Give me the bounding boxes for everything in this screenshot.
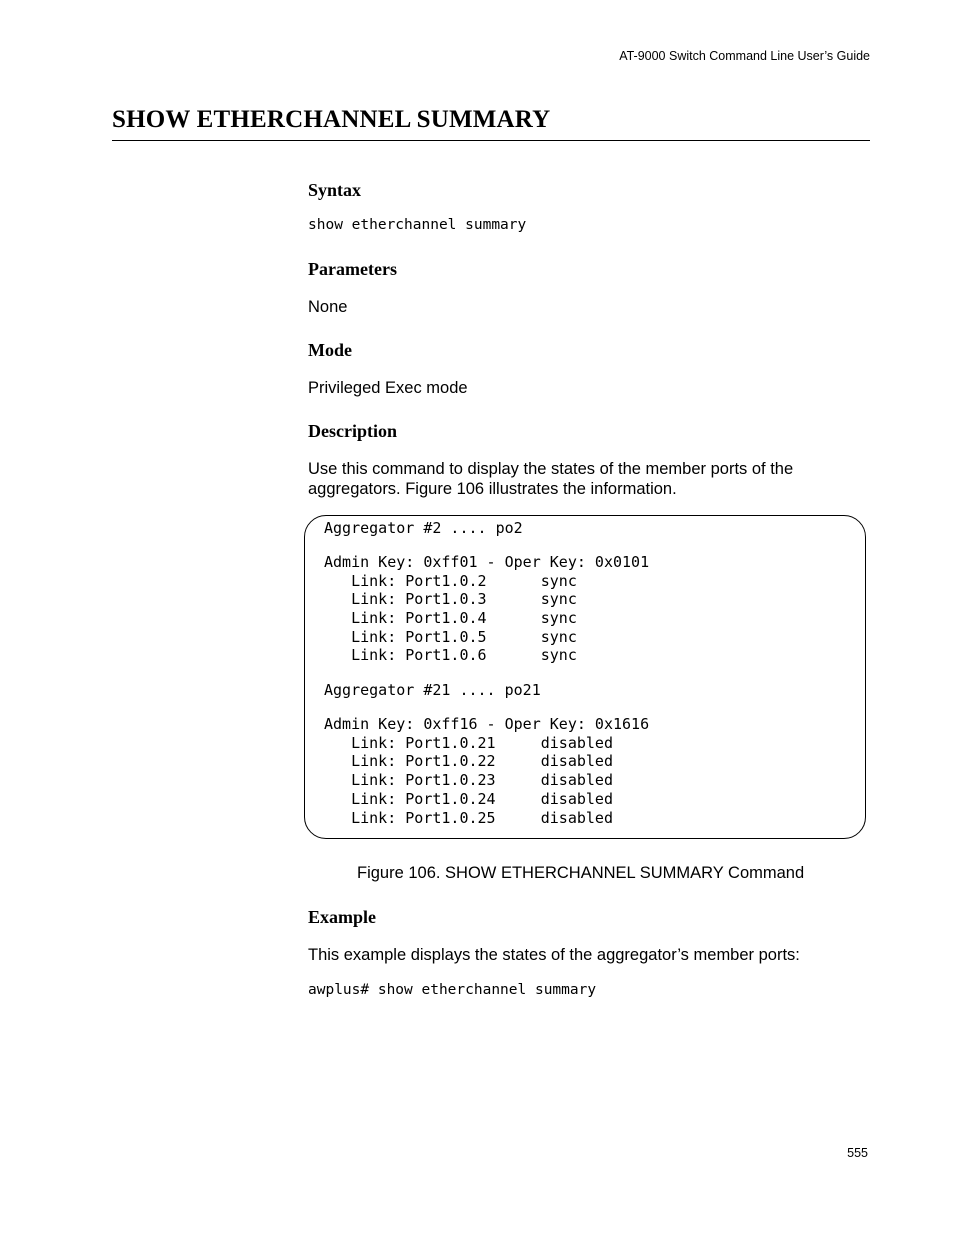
mode-heading: Mode xyxy=(308,340,352,360)
figure-line: Link: Port1.0.23 disabled xyxy=(324,771,613,789)
figure-line: Aggregator #21 .... po21 xyxy=(324,681,541,699)
figure-line: Link: Port1.0.24 disabled xyxy=(324,790,613,808)
page-number: 555 xyxy=(847,1146,868,1160)
parameters-heading: Parameters xyxy=(308,259,397,279)
mode-text: Privileged Exec mode xyxy=(308,379,468,397)
description-line-2: aggregators. Figure 106 illustrates the information. xyxy=(308,480,677,498)
figure-line: Link: Port1.0.21 disabled xyxy=(324,734,613,752)
description-heading: Description xyxy=(308,421,397,441)
syntax-heading: Syntax xyxy=(308,180,362,200)
running-header: AT-9000 Switch Command Line User’s Guide xyxy=(619,49,870,63)
figure-line: Link: Port1.0.6 sync xyxy=(324,646,577,664)
figure-line: Link: Port1.0.22 disabled xyxy=(324,752,613,770)
figure-line: Link: Port1.0.5 sync xyxy=(324,628,577,646)
figure-line: Link: Port1.0.25 disabled xyxy=(324,809,613,827)
parameters-text: None xyxy=(308,298,348,316)
figure-caption: Figure 106. SHOW ETHERCHANNEL SUMMARY Command xyxy=(357,864,805,882)
figure-line: Link: Port1.0.3 sync xyxy=(324,590,577,608)
syntax-command: show etherchannel summary xyxy=(308,217,527,233)
example-heading: Example xyxy=(308,907,377,927)
figure-line: Link: Port1.0.2 sync xyxy=(324,572,577,590)
figure-line: Link: Port1.0.4 sync xyxy=(324,609,577,627)
figure-line: Aggregator #2 .... po2 xyxy=(324,519,523,537)
example-command: awplus# show etherchannel summary xyxy=(308,982,597,998)
page-title: SHOW ETHERCHANNEL SUMMARY xyxy=(112,106,551,133)
figure-line: Admin Key: 0xff01 - Oper Key: 0x0101 xyxy=(324,553,650,571)
figure-line: Admin Key: 0xff16 - Oper Key: 0x1616 xyxy=(324,715,650,733)
example-text: This example displays the states of the aggregator’s member ports: xyxy=(308,946,800,964)
description-line-1: Use this command to display the states of the member ports of the xyxy=(308,460,794,478)
title-rule xyxy=(112,140,870,141)
